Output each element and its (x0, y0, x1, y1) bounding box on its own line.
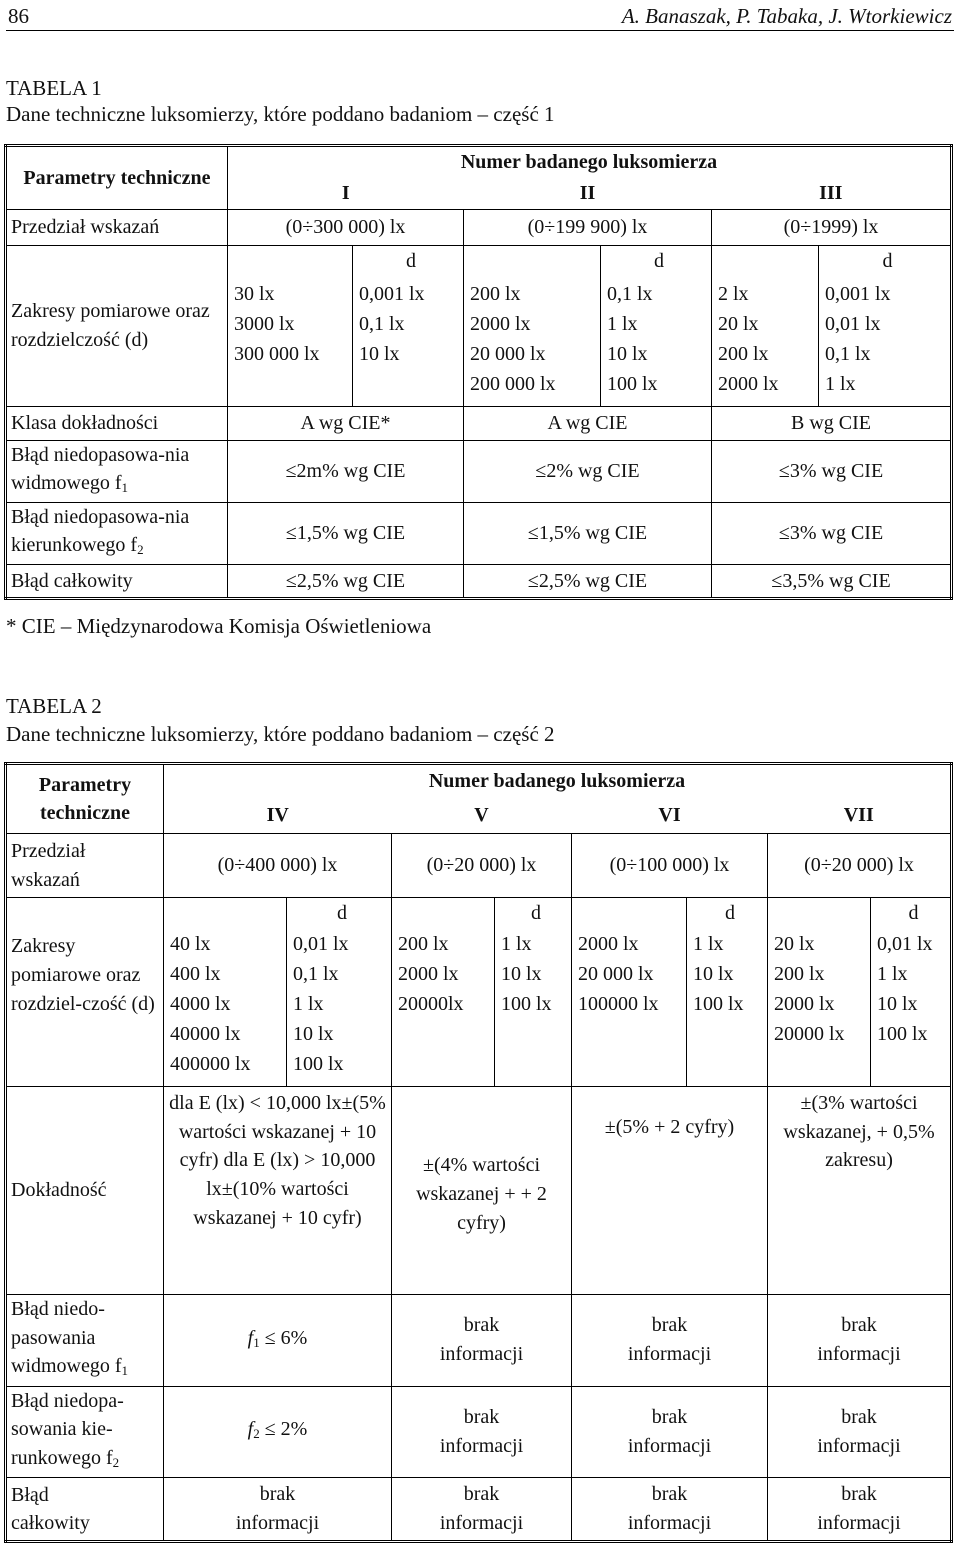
d-header: d (654, 250, 664, 272)
total-v: brak informacji (392, 1478, 572, 1542)
meas-d: 0,01 lx (293, 933, 349, 955)
col-header-vi: VI (658, 803, 681, 826)
meas-d: 0,1 lx (359, 313, 405, 335)
f1-label-text: Błąd niedopasowa-nia widmowego f (11, 444, 190, 494)
meas-range: 20 lx (718, 313, 759, 335)
col-header-ii: II (579, 181, 596, 204)
total-iv: brak informacji (164, 1478, 392, 1542)
meas-ranges-iii (712, 246, 818, 406)
f1-subscript-2: 1 (121, 1363, 129, 1378)
meas-range: 20000 lx (774, 1023, 845, 1045)
meas-range: 100000 lx (578, 993, 659, 1015)
acc-vii: ±(3% wartości wskazanej, + 0,5% zakresu) (768, 1087, 952, 1295)
meas-d: 1 lx (293, 993, 324, 1015)
meas-d: 0,01 lx (825, 313, 881, 335)
f2-iii: ≤3% wg CIE (712, 503, 952, 565)
total-i: ≤2,5% wg CIE (228, 565, 464, 599)
class-iii: B wg CIE (712, 407, 952, 441)
meas-d: 1 lx (693, 933, 724, 955)
col-header-v: V (474, 803, 489, 826)
number-header-2: Numer badanego luksomierza (164, 764, 952, 798)
meas-range: 4000 lx (170, 993, 231, 1015)
f2-label (6, 503, 228, 565)
f2-v: brak informacji (392, 1386, 572, 1478)
range-label-2-text: Przedział wskazań (11, 839, 86, 891)
meas-d: 0,01 lx (877, 933, 933, 955)
col-header-iv: IV (266, 803, 289, 826)
meas-d: 1 lx (825, 373, 856, 395)
acc-vi: ±(5% + 2 cyfry) (572, 1087, 768, 1295)
f1-i: ≤2m% wg CIE (228, 441, 464, 503)
meas-range: 20 000 lx (578, 963, 654, 985)
meas-d: 1 lx (607, 313, 638, 335)
total-ii: ≤2,5% wg CIE (464, 565, 712, 599)
range-i: (0÷300 000) lx (228, 210, 464, 246)
meas-d: 10 lx (877, 993, 918, 1015)
f2-ii: ≤1,5% wg CIE (464, 503, 712, 565)
meas-range: 2000 lx (398, 963, 459, 985)
meas-range: 2000 lx (718, 373, 779, 395)
meas-range: 200 lx (398, 933, 449, 955)
meas-range: 30 lx (234, 283, 275, 305)
f1-iv-symbol: f (247, 1326, 254, 1349)
meas-range: 2000 lx (470, 313, 531, 335)
meas-d: 1 lx (501, 933, 532, 955)
d-header: d (908, 902, 919, 924)
range-ii: (0÷199 900) lx (464, 210, 712, 246)
f2-iv-value: ≤ 2% (264, 1418, 308, 1441)
meas-ranges-iv (164, 898, 286, 1086)
f1-vi: brak informacji (572, 1295, 768, 1387)
meas-d: 100 lx (501, 993, 552, 1015)
param-header-2: Parametry techniczne (6, 764, 164, 834)
range-label-2 (6, 834, 164, 898)
acc-iv: dla E (lx) < 10,000 lx±(5% wartości wskazanej + 10 cyfr) dla E (lx) > 10,000 lx±(10% wartości wskazanej + 10 cyfr) (164, 1087, 392, 1295)
meas-d: 100 lx (877, 1023, 928, 1045)
meas-d: 10 lx (501, 963, 542, 985)
meas-d-vii (870, 898, 950, 1086)
f1-iii: ≤3% wg CIE (712, 441, 952, 503)
col-header-vii: VII (768, 798, 952, 834)
running-authors: A. Banaszak, P. Tabaka, J. Wtorkiewicz (621, 4, 952, 28)
meas-d: 100 lx (293, 1053, 344, 1075)
meas-range: 20 lx (774, 933, 815, 955)
meas-ranges-i (228, 246, 352, 406)
meas-range: 20 000 lx (470, 343, 546, 365)
f2-vii: brak informacji (768, 1386, 952, 1478)
meas-ranges-vi (572, 898, 686, 1086)
meas-range: 40 lx (170, 933, 211, 955)
meas-d: 100 lx (607, 373, 658, 395)
page-number: 86 (8, 4, 29, 28)
d-header: d (725, 902, 735, 924)
meas-range: 400 lx (170, 963, 221, 985)
range-v: (0÷20 000) lx (392, 834, 572, 898)
d-header: d (882, 250, 893, 272)
table1 (4, 144, 953, 600)
class-label: Klasa dokładności (6, 407, 228, 441)
range-vi: (0÷100 000) lx (572, 834, 768, 898)
f1-label-2 (6, 1295, 164, 1387)
meas-ranges-v (392, 898, 494, 1086)
meas-range: 200 lx (470, 283, 521, 305)
number-header: Numer badanego luksomierza (228, 146, 952, 178)
meas-d: 0,001 lx (825, 283, 891, 305)
class-ii: A wg CIE (464, 407, 712, 441)
meas-d: 0,001 lx (359, 283, 425, 305)
page-header (6, 2, 954, 31)
meas-d-ii (600, 246, 711, 406)
range-iii: (0÷1999) lx (712, 210, 952, 246)
total-vi: brak informacji (572, 1478, 768, 1542)
meas-d: 1 lx (877, 963, 908, 985)
f1-v: brak informacji (392, 1295, 572, 1387)
table2-caption: TABELA 2 (6, 694, 102, 718)
f1-subscript: 1 (121, 480, 129, 495)
f2-label-text: Błąd niedopasowa-nia kierunkowego f (11, 506, 190, 556)
f2-iv-symbol: f (247, 1418, 254, 1441)
f2-vi: brak informacji (572, 1386, 768, 1478)
f2-subscript-2: 2 (112, 1454, 120, 1470)
meas-range: 300 000 lx (234, 343, 320, 365)
acc-v: ±(4% wartości wskazanej + + 2 cyfry) (392, 1087, 572, 1295)
d-header: d (337, 902, 347, 924)
meas-range: 200 000 lx (470, 373, 556, 395)
param-header: Parametry techniczne (6, 146, 228, 210)
meas-range: 3000 lx (234, 313, 295, 335)
col-header-iii: III (712, 178, 952, 210)
meas-d-iv (286, 898, 391, 1086)
total-label: Błąd całkowity (6, 565, 228, 599)
acc-label: Dokładność (6, 1087, 164, 1295)
meas-range: 2000 lx (578, 933, 639, 955)
f1-iv-value: ≤ 6% (264, 1326, 308, 1349)
meas-d: 0,1 lx (293, 963, 339, 985)
f2-iv-subscript: 2 (253, 1426, 260, 1442)
d-header: d (406, 250, 416, 272)
col-header-i: I (341, 181, 350, 204)
table2 (4, 762, 953, 1543)
f2-i: ≤1,5% wg CIE (228, 503, 464, 565)
total-label-2: Błąd całkowity (6, 1478, 164, 1542)
table1-caption: TABELA 1 (6, 76, 102, 100)
meas-d: 10 lx (359, 343, 400, 365)
f2-label-2-text: Błąd niedopa-sowania kie-runkowego f (11, 1389, 124, 1469)
meas-range: 20000lx (398, 993, 464, 1015)
meas-d: 0,1 lx (825, 343, 871, 365)
range-iv: (0÷400 000) lx (164, 834, 392, 898)
total-vii: brak informacji (768, 1478, 952, 1542)
f1-ii: ≤2% wg CIE (464, 441, 712, 503)
f1-label (6, 441, 228, 503)
meas-d-iii (818, 246, 950, 406)
meas-d-vi (686, 898, 767, 1086)
f1-iv-subscript: 1 (253, 1334, 260, 1350)
range-label: Przedział wskazań (6, 210, 228, 246)
meas-d: 10 lx (293, 1023, 334, 1045)
f2-subscript: 2 (137, 542, 144, 557)
f1-vii: brak informacji (768, 1295, 952, 1387)
f2-iv (164, 1386, 392, 1478)
table1-footnote: * CIE – Międzynarodowa Komisja Oświetleniowa (6, 614, 432, 638)
meas-d: 10 lx (607, 343, 648, 365)
meas-range: 2 lx (718, 283, 749, 305)
total-iii: ≤3,5% wg CIE (712, 565, 952, 599)
meas-ranges-ii (464, 246, 600, 406)
meas-label: Zakresy pomiarowe oraz rozdzielczość (d) (6, 246, 228, 407)
meas-d: 0,1 lx (607, 283, 653, 305)
meas-d: 10 lx (693, 963, 734, 985)
meas-label-2: Zakresy pomiarowe oraz rozdziel-czość (d) (6, 898, 164, 1087)
meas-d-i (352, 246, 463, 406)
class-i: A wg CIE* (228, 407, 464, 441)
meas-d: 100 lx (693, 993, 744, 1015)
meas-ranges-vii (768, 898, 870, 1086)
d-header: d (531, 902, 541, 924)
meas-range: 400000 lx (170, 1053, 251, 1075)
meas-d-v (494, 898, 571, 1086)
meas-range: 2000 lx (774, 993, 835, 1015)
f2-label-2 (6, 1386, 164, 1478)
table1-subtitle: Dane techniczne luksomierzy, które poddano badaniom – część 1 (6, 102, 555, 126)
f1-label-2-text: Błąd niedo-pasowania widmowego f (11, 1298, 122, 1377)
range-vii: (0÷20 000) lx (768, 834, 952, 898)
f1-iv (164, 1295, 392, 1387)
meas-range: 40000 lx (170, 1023, 241, 1045)
meas-range: 200 lx (774, 963, 825, 985)
meas-range: 200 lx (718, 343, 769, 365)
table2-subtitle: Dane techniczne luksomierzy, które poddano badaniom – część 2 (6, 722, 555, 746)
